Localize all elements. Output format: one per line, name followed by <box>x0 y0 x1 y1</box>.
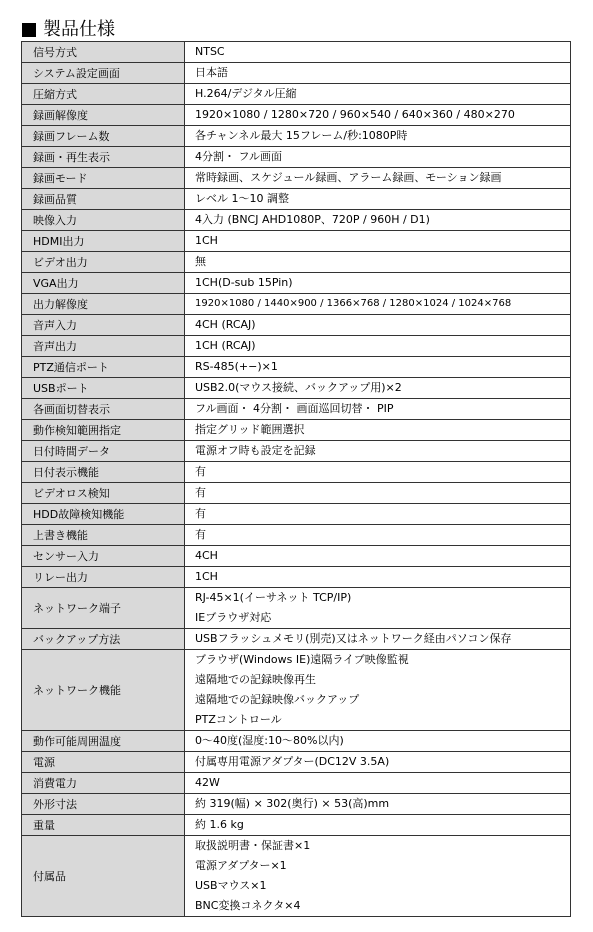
spec-table <box>21 41 571 917</box>
spec-label: 重量 <box>22 815 185 836</box>
spec-value-line: 1CH (RCAJ) <box>195 339 256 352</box>
spec-value-line: 指定グリッド範囲選択 <box>195 423 305 436</box>
spec-value-line: フル画面・ 4分割・ 画面巡回切替・ PIP <box>195 402 394 415</box>
spec-label: ネットワーク端子 <box>22 588 185 629</box>
spec-row <box>22 815 571 836</box>
spec-value <box>185 315 571 336</box>
spec-label: 録画解像度 <box>22 105 185 126</box>
spec-row <box>22 273 571 294</box>
spec-value <box>185 504 571 525</box>
spec-value <box>185 168 571 189</box>
spec-value <box>185 815 571 836</box>
spec-label: 録画フレーム数 <box>22 126 185 147</box>
spec-value <box>185 483 571 504</box>
spec-value-line: レベル 1〜10 調整 <box>195 192 289 205</box>
spec-label: VGA出力 <box>22 273 185 294</box>
spec-value-line: 4CH <box>195 549 218 562</box>
spec-value <box>185 794 571 815</box>
spec-value-line: 取扱説明書・保証書×1 <box>195 839 311 852</box>
spec-value-line: 電源アダプター×1 <box>195 859 287 872</box>
spec-row <box>22 836 571 917</box>
spec-row <box>22 63 571 84</box>
spec-value <box>185 629 571 650</box>
spec-value <box>185 147 571 168</box>
spec-value-line: 約 319(幅) × 302(奥行) × 53(高)mm <box>195 797 390 810</box>
spec-value-line: 1CH <box>195 570 218 583</box>
spec-value <box>185 650 571 731</box>
spec-label: 映像入力 <box>22 210 185 231</box>
spec-label: 音声出力 <box>22 336 185 357</box>
spec-value-line: 有 <box>195 465 206 478</box>
spec-row <box>22 357 571 378</box>
spec-value-line: NTSC <box>195 45 225 58</box>
spec-value <box>185 441 571 462</box>
square-bullet-icon <box>22 23 36 37</box>
spec-row <box>22 399 571 420</box>
spec-value-line: 4CH (RCAJ) <box>195 318 256 331</box>
spec-row <box>22 126 571 147</box>
spec-value <box>185 462 571 483</box>
spec-value <box>185 126 571 147</box>
spec-row <box>22 794 571 815</box>
spec-label: センサー入力 <box>22 546 185 567</box>
spec-value-line: 有 <box>195 507 206 520</box>
spec-value <box>185 731 571 752</box>
spec-label: USBポート <box>22 378 185 399</box>
spec-value-line: ブラウザ(Windows IE)遠隔ライブ映像監視 <box>195 653 409 666</box>
spec-value-line: 日本語 <box>195 66 228 79</box>
spec-label: HDMI出力 <box>22 231 185 252</box>
spec-value-line: 常時録画、スケジュール録画、アラーム録画、モーション録画 <box>195 171 502 184</box>
spec-label: 消費電力 <box>22 773 185 794</box>
spec-label: PTZ通信ポート <box>22 357 185 378</box>
spec-value-line: PTZコントロール <box>195 713 282 726</box>
spec-value-line: 0〜40度(湿度:10〜80%以内) <box>195 734 344 747</box>
spec-label: ネットワーク機能 <box>22 650 185 731</box>
spec-value-line: 4入力 (BNCJ AHD1080P、720P / 960H / D1) <box>195 213 430 226</box>
spec-label: 音声入力 <box>22 315 185 336</box>
spec-row <box>22 773 571 794</box>
spec-row <box>22 483 571 504</box>
spec-value <box>185 836 571 917</box>
spec-label: 動作検知範囲指定 <box>22 420 185 441</box>
spec-row <box>22 650 571 731</box>
spec-value <box>185 752 571 773</box>
spec-row <box>22 462 571 483</box>
spec-label: HDD故障検知機能 <box>22 504 185 525</box>
spec-value <box>185 105 571 126</box>
spec-label: 外形寸法 <box>22 794 185 815</box>
spec-row <box>22 567 571 588</box>
spec-value-line: 約 1.6 kg <box>195 818 244 831</box>
spec-value <box>185 42 571 63</box>
spec-row <box>22 252 571 273</box>
spec-row <box>22 315 571 336</box>
spec-value-line: 4分割・ フル画面 <box>195 150 283 163</box>
spec-value-line: 42W <box>195 776 220 789</box>
spec-label: 録画モード <box>22 168 185 189</box>
spec-value-line: BNC変換コネクタ×4 <box>195 899 301 912</box>
spec-value <box>185 546 571 567</box>
spec-value <box>185 84 571 105</box>
spec-label: 日付時間データ <box>22 441 185 462</box>
spec-label: 電源 <box>22 752 185 773</box>
spec-value-line: USBフラッシュメモリ(別売)又はネットワーク経由パソコン保存 <box>195 632 512 645</box>
spec-value-line: 有 <box>195 486 206 499</box>
spec-value <box>185 588 571 629</box>
spec-label: ビデオロス検知 <box>22 483 185 504</box>
spec-label: 付属品 <box>22 836 185 917</box>
spec-row <box>22 147 571 168</box>
spec-value-line: 1920×1080 / 1280×720 / 960×540 / 640×360 / 480×270 <box>195 108 515 121</box>
spec-row <box>22 504 571 525</box>
page-title-text: 製品仕様 <box>43 19 115 40</box>
spec-row <box>22 336 571 357</box>
spec-value-line: USBマウス×1 <box>195 879 267 892</box>
spec-value <box>185 336 571 357</box>
spec-label: システム設定画面 <box>22 63 185 84</box>
spec-value-line: 1CH(D-sub 15Pin) <box>195 276 293 289</box>
spec-value <box>185 420 571 441</box>
spec-row <box>22 420 571 441</box>
spec-value-line: RS-485(+−)×1 <box>195 360 278 373</box>
spec-value-line: 有 <box>195 528 206 541</box>
spec-value <box>185 252 571 273</box>
spec-value-line: 1CH <box>195 234 218 247</box>
spec-value <box>185 273 571 294</box>
spec-row <box>22 378 571 399</box>
spec-label: バックアップ方法 <box>22 629 185 650</box>
spec-value <box>185 399 571 420</box>
spec-value <box>185 63 571 84</box>
spec-row <box>22 210 571 231</box>
spec-row <box>22 441 571 462</box>
spec-row <box>22 752 571 773</box>
spec-value-line: 各チャンネル最大 15フレーム/秒:1080P時 <box>195 129 408 142</box>
spec-value-line: 遠隔地での記録映像バックアップ <box>195 693 360 706</box>
spec-row <box>22 84 571 105</box>
spec-row <box>22 294 571 315</box>
spec-value-line: 1920×1080 / 1440×900 / 1366×768 / 1280×1024 / 1024×768 <box>195 298 512 309</box>
spec-label: 録画・再生表示 <box>22 147 185 168</box>
spec-row <box>22 525 571 546</box>
spec-value-line: RJ-45×1(イーサネット TCP/IP) <box>195 591 352 604</box>
spec-value <box>185 189 571 210</box>
spec-label: 録画品質 <box>22 189 185 210</box>
spec-row <box>22 629 571 650</box>
spec-value <box>185 231 571 252</box>
spec-label: ビデオ出力 <box>22 252 185 273</box>
spec-value <box>185 210 571 231</box>
spec-value-line: 遠隔地での記録映像再生 <box>195 673 316 686</box>
spec-row <box>22 105 571 126</box>
spec-value <box>185 773 571 794</box>
spec-value-line: 無 <box>195 255 206 268</box>
spec-row <box>22 168 571 189</box>
spec-value <box>185 378 571 399</box>
spec-label: 圧縮方式 <box>22 84 185 105</box>
spec-row <box>22 189 571 210</box>
spec-label: 動作可能周囲温度 <box>22 731 185 752</box>
spec-label: 日付表示機能 <box>22 462 185 483</box>
spec-row <box>22 42 571 63</box>
spec-row <box>22 731 571 752</box>
spec-value-line: 電源オフ時も設定を記録 <box>195 444 316 457</box>
spec-label: 信号方式 <box>22 42 185 63</box>
spec-label: 各画面切替表示 <box>22 399 185 420</box>
spec-value-line: 付属専用電源アダプター(DC12V 3.5A) <box>195 755 390 768</box>
spec-label: 上書き機能 <box>22 525 185 546</box>
spec-row <box>22 231 571 252</box>
spec-value-line: USB2.0(マウス接続、バックアップ用)×2 <box>195 381 402 394</box>
spec-row <box>22 546 571 567</box>
spec-label: リレー出力 <box>22 567 185 588</box>
spec-label: 出力解像度 <box>22 294 185 315</box>
spec-value-line: IEブラウザ対応 <box>195 611 272 624</box>
spec-value <box>185 357 571 378</box>
spec-value-line: H.264/デジタル圧縮 <box>195 87 297 100</box>
spec-value <box>185 567 571 588</box>
page-title <box>22 19 115 41</box>
spec-row <box>22 588 571 629</box>
spec-value <box>185 294 571 315</box>
spec-value <box>185 525 571 546</box>
